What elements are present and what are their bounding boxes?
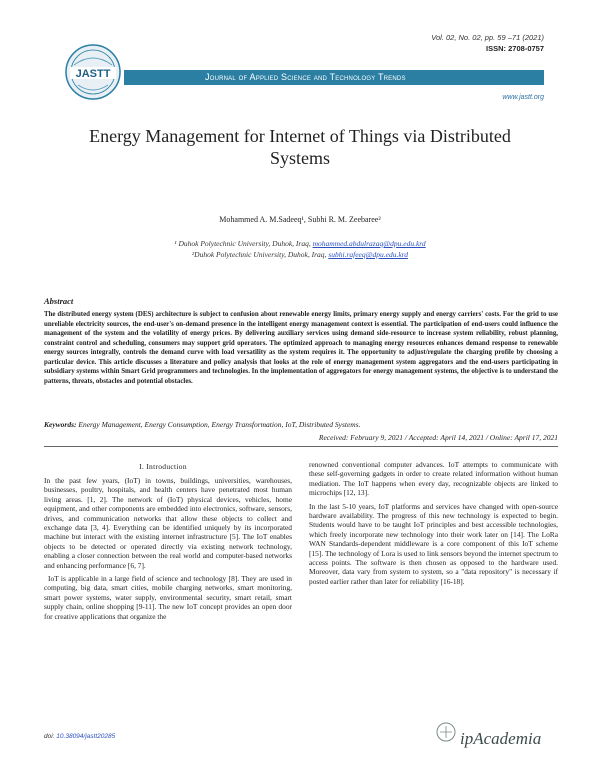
journal-website[interactable]: www.jastt.org bbox=[502, 94, 544, 101]
keywords-list: Energy Management, Energy Consumption, Energy Transformation, IoT, Distributed Systems. bbox=[76, 420, 361, 429]
paragraph: In the past few years, (IoT) in towns, buildings, universities, warehouses, businesses, poultry, hospitals, and health centers have penetrated most human living areas. [1, 2]. The network of (IoT) physical devices, vehicles, home equipment, and other components are embedded into electronics, software, sensors, drives, and communication networks that allow these objects to collect and exchange data [3, 4]. Everything can be identified uniquely by its incorporated machine but interact with the existing internet infrastructure [5]. The IoT enables objects to be detected or operated directly via existing network technology, enabling a closer connection between the real world and computer-based networks and enhancing performance [6, 7]. bbox=[44, 476, 292, 570]
section-heading-introduction: I. Introduction bbox=[139, 462, 187, 471]
affiliation-1-text: ¹ Duhok Polytechnic University, Duhok, Iraq, bbox=[174, 239, 313, 248]
logo-text: JASTT bbox=[75, 68, 111, 80]
affiliation-2 bbox=[60, 250, 540, 259]
paragraph: renowned conventional computer advances. IoT attempts to communicate with these self-governing gadgets in order to create related information without human mediation. The IoT happens when every day, recognizable objects are linked to microchips [12, 13]. bbox=[309, 460, 558, 498]
doi bbox=[44, 733, 115, 740]
paragraph: IoT is applicable in a large field of science and technology [8]. They are used in computing, big data, smart cities, mobile charging networks, smart monitoring, smart power systems, water supply, environmental security, smart retail, smart supply chain, online shopping [9-11]. The new IoT concept provides an open door for creative applications that organize the bbox=[44, 574, 292, 621]
jastt-logo bbox=[64, 43, 122, 101]
doi-link[interactable]: 10.38094/jastt20285 bbox=[56, 733, 116, 740]
keywords bbox=[44, 420, 558, 429]
author-1-email[interactable]: mohammed.abdulrazaq@dpu.edu.krd bbox=[312, 239, 426, 248]
journal-name: Journal of Applied Science and Technology Trends bbox=[205, 72, 406, 82]
author-2-email[interactable]: subhi.rafeeq@dpu.edu.krd bbox=[328, 250, 409, 259]
paper-title bbox=[60, 125, 540, 169]
left-column bbox=[44, 476, 292, 625]
publisher-logo bbox=[430, 718, 550, 754]
received-dates: Received: February 9, 2021 / Accepted: April 14, 2021 / Online: April 17, 2021 bbox=[318, 433, 558, 442]
right-column bbox=[309, 460, 558, 590]
title-line-2: Systems bbox=[269, 148, 330, 168]
divider bbox=[44, 446, 558, 447]
title-line-1: Energy Management for Internet of Things via Distributed bbox=[89, 126, 511, 146]
volume-info: Vol. 02, No. 02, pp. 59 –71 (2021) bbox=[431, 33, 544, 42]
publisher-logo-text: ipAcademia bbox=[460, 729, 542, 748]
keywords-label: Keywords: bbox=[44, 420, 77, 429]
abstract-body: The distributed energy system (DES) architecture is subject to confusion about renewable energy limits, primary energy supply and energy carriers' costs. For the grid to use unreliable electricity sources, the end-user's on-demand presence in the intelligent energy management context is essential. The participation of end-users could influence the management of the system and the volatility of energy prices. By delivering auxiliary services using demand side-resource to increase system reliability, robust planning, constraint control and scheduling, consumers may support grid operators. The optimized approach to managing energy resources enhances demand response to renewable energy sources integrally, controls the demand curve with load versatility as the system requires it. The opportunity to adjust/regulate the charging profile by choosing a particular device. This article discusses a literature and policy analysis that looks at the role of energy management system aggregators and the end-users participating in subsidiary systems within Smart Grid programmers and technologies. In the implementation of aggregators for energy management systems, the objective is to understand the patterns, threats, obstacles and potential obstacles. bbox=[44, 311, 558, 385]
abstract-heading: Abstract bbox=[44, 296, 74, 306]
doi-label: doi: bbox=[44, 733, 57, 740]
affiliation-2-text: ²Duhok Polytechnic University, Duhok, Iraq, bbox=[191, 250, 329, 259]
paragraph: In the last 5-10 years, IoT platforms and services have changed with open-source hardware availability. The progress of this new technology is expected to begin. Students would have to be taught IoT principles and best accessible technologies, which freely incorporate new technology into their work later on [14]. The LoRa WAN Standards-dependent middleware is a core component of this IoT scheme [15]. The technology of Lora is used to link sensors beyond the internet spectrum to access points. The software is then chosen as opposed to the hardware used. Moreover, data vary from system to system, so a "data repository" is necessary if posted earlier rather than later for reliability [16-18]. bbox=[309, 501, 558, 586]
affiliation-1 bbox=[60, 239, 540, 248]
issn: ISSN: 2708-0757 bbox=[486, 44, 544, 53]
authors: Mohammed A. M.Sadeeq¹, Subhi R. M. Zeebaree² bbox=[219, 215, 381, 224]
